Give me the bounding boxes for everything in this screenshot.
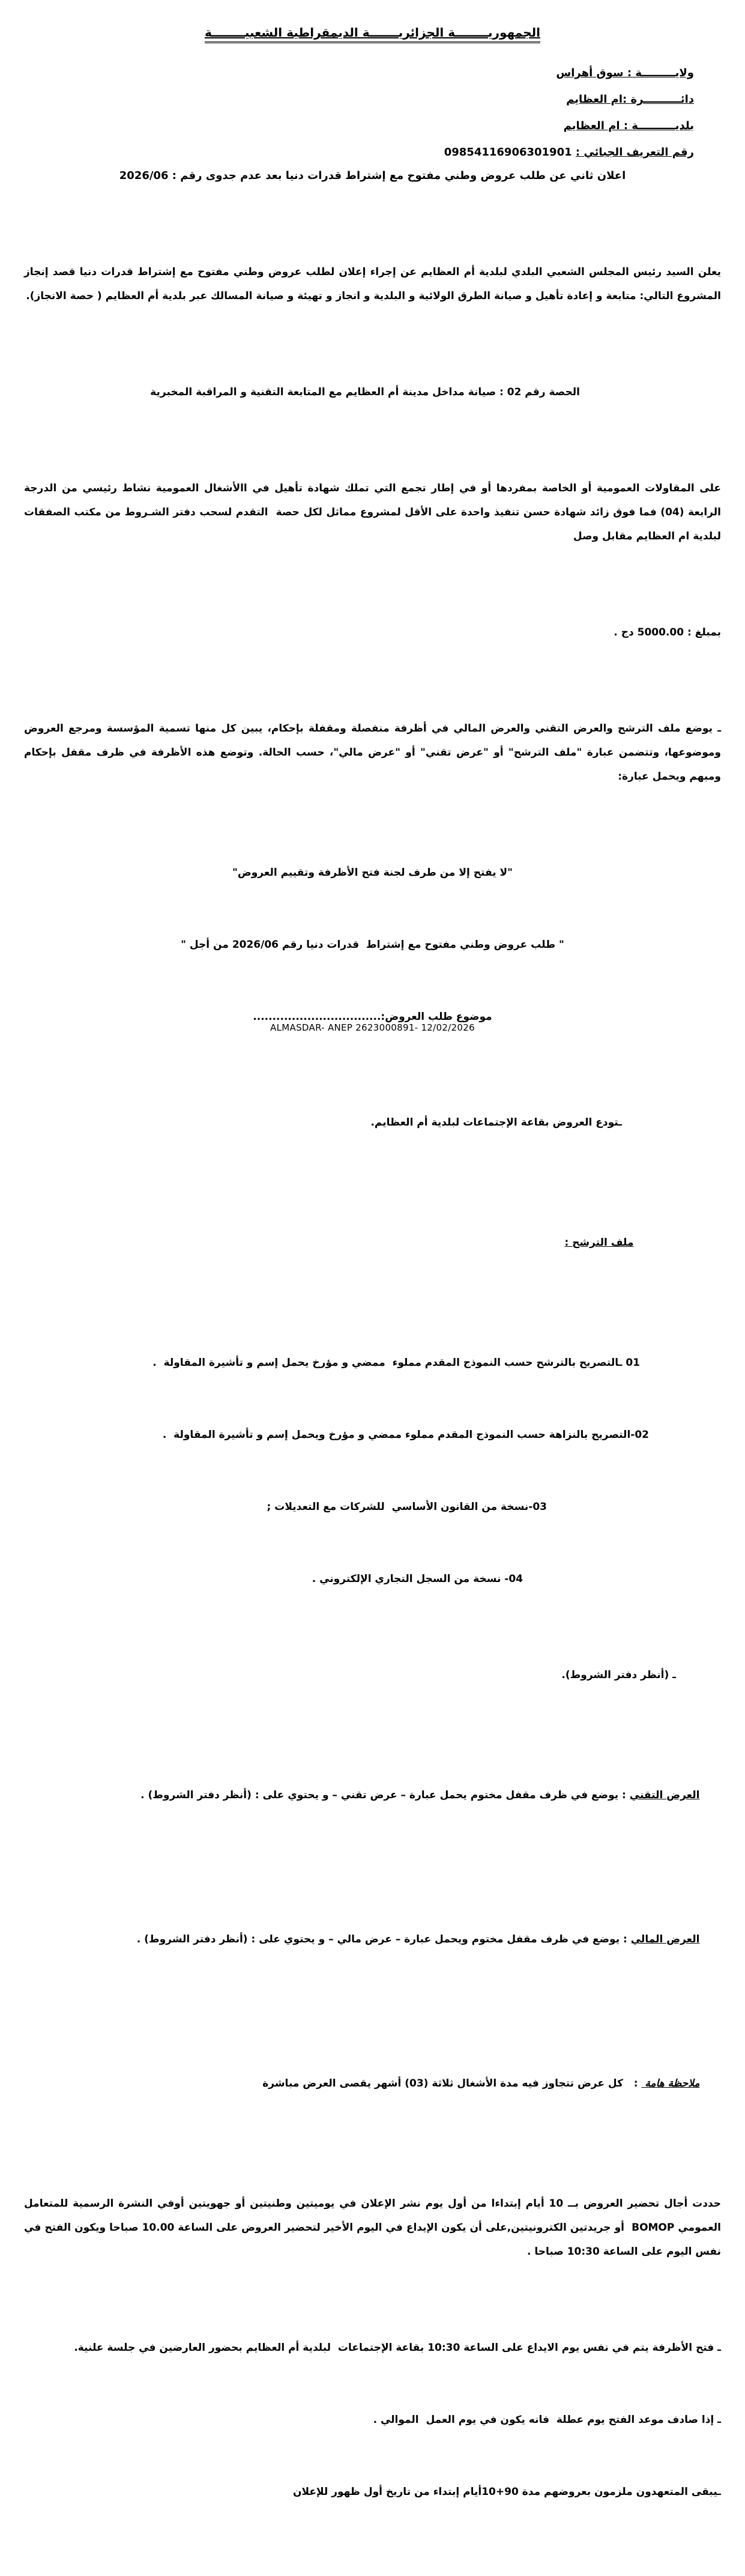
republic-title <box>24 25 721 40</box>
eligibility-paragraph: على المقاولات العمومية أو الخاصة بمفردها أو في إطار تجمع التي تملك شهادة تأهيل في االأشغال العمومية نشاط رئيسي من الدرجة الرابعة (04) فما فوق زائد شهادة حسن تنفيذ واحدة على الأقل لمشروع مماثل لكل حصة التقدم لسحب دفتر الشـروط من مكتب الصفقات لبلدية ام العظايم مقابل وصل <box>20 482 721 542</box>
candidacy-file-heading <box>24 1207 655 1279</box>
candidacy-item-02: 02-التصريح بالنزاهة حسب النموذج المقدم مملوء ممضي و مؤرخ ويحمل إسم و تأشيرة المقاولة . <box>162 1429 649 1441</box>
important-note-text: : كل عرض تتجاوز فيه مدة الأشغال ثلاثة (03) أشهر يقصى العرض مباشرة <box>262 2077 642 2090</box>
republic-title-text: الجمهوريــــــــة الجزائريـــــــة الديمقراطية الشعبيــــــــة <box>205 25 540 43</box>
candidacy-item-01: 01 ـالتصريح بالترشح حسب النموذج المقدم مملوء ممضي و مؤرخ يحمل إسم و تأشيرة المقاولة . <box>152 1357 640 1369</box>
technical-offer-text: : يوضع في ظرف مقفل مختوم يحمل عبارة – عرض تقني – و يحتوي على : (أنظر دفتر الشروط) . <box>140 1789 630 1801</box>
anep-footer-line: ALMASDAR- ANEP 2623000891- 12/02/2026 <box>270 1022 475 1033</box>
see-specs-line: ـ (أنظر دفتر الشروط). <box>561 1669 676 1681</box>
technical-offer-label: العرض التقني <box>629 1789 700 1801</box>
baladiya-text: بلديــــــــــة : ام العظايم <box>563 120 694 132</box>
financial-offer-label: العرض المالي <box>630 1933 700 1945</box>
intro-paragraph: يعلن السيد رئيس المجلس الشعبي البلدي لبلدية أم العظايم عن إجراء إعلان لطلب عروض وطني مفتوح مع إشتراط قدرات دنيا قصد إنجاز المشروع التالي: متابعة و إعادة تأهيل و صيانة الطرق الولائية و البلدية و انجاز و تهيئة و صيانة المسالك عبر بلدية أم العظايم ( حصة الانجاز). <box>20 266 721 302</box>
validity-line: ـيبقى المتعهدون ملزمون بعروضهم مدة 90+10أيام إبتداء من تاريخ أول ظهور للإعلان <box>292 2486 721 2498</box>
tax-id-line <box>24 139 694 166</box>
tax-id-label: رقم التعريف الجبائي : <box>575 146 694 159</box>
financial-offer-line <box>24 1903 721 1975</box>
admin-block <box>24 60 694 166</box>
deposit-line: ـتودع العروض بقاعة الإجتماعات لبلدية أم العظايم. <box>370 1117 622 1129</box>
important-note-label: ملاحظة هامة <box>641 2077 700 2090</box>
daira-line <box>24 86 694 113</box>
tax-id-value: 09854116906301901 <box>444 146 572 159</box>
candidacy-file-heading-text: ملف الترشح : <box>564 1237 634 1249</box>
financial-offer-text: : يوضع في ظرف مقفل مختوم ويحمل عبارة – عرض مالي – و يحتوي على : (أنظر دفتر الشروط) . <box>136 1933 631 1945</box>
lot-line: الحصة رقم 02 : صيانة مداخل مدينة أم العظايم مع المتابعة التقنية و المراقبة المخبرية <box>150 386 580 398</box>
document-body <box>20 188 722 2576</box>
holiday-line: ـ إذا صادف موعد الفتح يوم عطلة فانه يكون في يوم العمل الموالي . <box>373 2414 721 2426</box>
candidacy-item-04: 04- نسخة من السجل التجاري الإلكتروني . <box>312 1573 523 1585</box>
candidacy-item-03: 03-نسخة من القانون الأساسي للشركات مع التعديلات ; <box>267 1501 547 1513</box>
subject-line: موضوع طلب العروض:................................. <box>253 1011 492 1023</box>
important-note-line <box>24 2047 721 2120</box>
deadline-paragraph: حددت أجال تحضير العروض بــ 10 أيام إبتداءا من أول يوم نشر الإعلان في يوميتين وطنيتين أو جهويتين أوفي النشرة الرسمية للمتعامل العمومي BOMOP أو جريدتين الكترونيتين,على أن يكون الإيداع في اليوم الأخير لتحضير العروض على الساعة 10.00 صباحا ويكون الفتح في نفس اليوم على الساعة 10:30 صباحا . <box>20 2198 722 2258</box>
tender-title: اعلان ثاني عن طلب عروض وطني مفتوح مع إشتراط قدرات دنيا بعد عدم جدوى رقم : 2026/06 <box>119 169 626 182</box>
technical-offer-line <box>24 1759 721 1831</box>
wilaya-line <box>24 60 694 86</box>
baladiya-line <box>24 113 694 139</box>
envelope-paragraph: ـ يوضع ملف الترشح والعرض التقني والعرض المالي في أظرفة منفصلة ومقفلة بإحكام، يبين كل منها تسمية المؤسسة ومرجع العروض وموضوعها، وتتضمن عبارة "ملف الترشح" أو "عرض تقني" أو "عرض مالي"، حسب الحالة. وتوضع هذه الأظرفة في ظرف مقفل بإحكام ومبهم ويحمل عبارة: <box>20 723 721 783</box>
wilaya-text: ولايـــــــــة : سوق أهراس <box>556 67 694 79</box>
tender-ref-quote-line: " طلب عروض وطني مفتوح مع إشتراط قدرات دنيا رقم 2026/06 من أجل " <box>181 939 564 951</box>
daira-text: دائــــــــــرة :ام العظايم <box>566 93 694 106</box>
fee-line: بمبلغ : 5000.00 دج . <box>614 626 721 638</box>
opening-line: ـ فتح الأظرفة يتم في نفس يوم الايداع على الساعة 10:30 بقاعة الإجتماعات لبلدية أم العظايم بحضور العارضين في جلسة علنية. <box>74 2342 721 2354</box>
no-open-quote-line: "لا يفتح إلا من طرف لجنة فتح الأظرفة وتقييم العروض" <box>232 867 513 879</box>
